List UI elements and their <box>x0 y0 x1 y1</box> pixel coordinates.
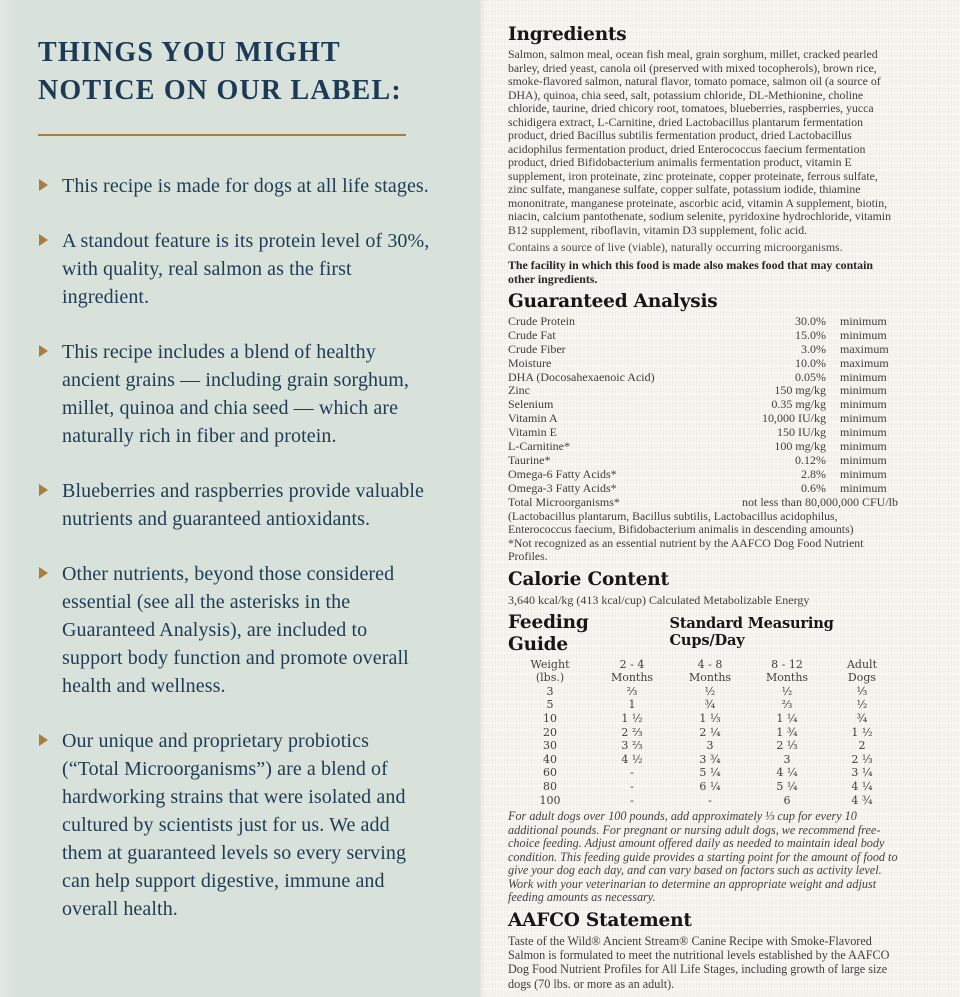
ga-total-value: not less than 80,000,000 CFU/lb <box>741 494 898 509</box>
ga-row <box>508 384 898 398</box>
fg-cell: 4 ¾ <box>851 793 873 807</box>
aafco-text: Taste of the Wild® Ancient Stream® Canine Recipe with Smoke-Flavored Salmon is formulated to meet the nutritional levels established by the AAFCO Dog Food Nutrient Profiles for All Life Stages, including growth of large size dogs (70 lbs. or more as an adult). <box>508 933 890 991</box>
fg-cell: 1 <box>628 698 636 712</box>
ga-value: 30.0% <box>795 313 826 328</box>
fg-cell: - <box>630 766 634 780</box>
fg-cell: 2 ⅔ <box>621 725 643 739</box>
fg-cell: 5 ¼ <box>776 779 798 793</box>
fg-cell: 2 <box>858 739 866 753</box>
bullet-item <box>38 172 430 200</box>
ga-nutrient: Total Microorganisms* <box>508 494 620 509</box>
aafco-heading: AAFCO Statement <box>508 909 692 931</box>
ga-qualifier: minimum <box>840 452 887 467</box>
fg-cell: ½ <box>704 684 716 698</box>
fg-cell: 1 ⅓ <box>699 711 721 725</box>
ga-nutrient: DHA (Docosahexaenoic Acid) <box>508 369 655 384</box>
fg-cell: 2 ⅓ <box>851 752 873 766</box>
fg-cell: - <box>630 793 634 807</box>
feeding-guide-heading: Feeding Guide <box>508 611 589 655</box>
fg-cell: 2 ¼ <box>699 725 721 739</box>
ga-qualifier: minimum <box>840 411 887 426</box>
guaranteed-analysis-table <box>508 315 898 510</box>
page-title-line2: NOTICE ON OUR LABEL: <box>38 75 402 106</box>
ga-nutrient: Crude Fiber <box>508 341 566 356</box>
ga-nutrient: Omega-3 Fatty Acids* <box>508 480 617 495</box>
ga-nutrient: Crude Fat <box>508 327 556 342</box>
page-title-line1: THINGS YOU MIGHT <box>38 37 341 68</box>
bullet-text: This recipe includes a blend of healthy ancient grains — including grain sorghum, millet, quinoa and chia seed — which are naturally rich in fiber and protein. <box>62 341 409 447</box>
fg-cell: ⅓ <box>856 684 868 698</box>
ga-row <box>508 468 898 482</box>
ga-row <box>508 371 898 385</box>
fg-col-header: 8 - 12 Months <box>765 657 809 685</box>
fg-cell: 60 <box>543 766 557 780</box>
ingredients-text: Salmon, salmon meal, ocean fish meal, grain sorghum, millet, cracked pearled barley, dried yeast, canola oil (preserved with mixed tocopherols), brown rice, smoke-flavored salmon, natural flavor, tomato pomace, salmon oil (a source of DHA), quinoa, chia seed, salt, potassium chloride, DL-Methionine, choline chloride, taurine, dried chicory root, tomatoes, blueberries, raspberries, yucca schidigera extract, L-Carnitine, dried Lactobacillus plantarum fermentation product, dried Bacillus subtilis fermentation product, dried Lactobacillus acidophilus fermentation product, dried Enterococcus faecium fermentation product, dried Bifidobacterium animalis fermentation product, vitamin E supplement, iron proteinate, zinc proteinate, copper proteinate, ferrous sulfate, zinc sulfate, manganese sulfate, copper sulfate, potassium iodide, thiamine mononitrate, manganese proteinate, ascorbic acid, vitamin A supplement, biotin, niacin, calcium pantothenate, sodium selenite, pyridoxine hydrochloride, vitamin B12 supplement, riboflavin, vitamin D3 supplement, folic acid. <box>508 47 891 237</box>
ga-nutrient: Zinc <box>508 383 530 398</box>
ga-footnote-aafco: *Not recognized as an essential nutrient by the AAFCO Dog Food Nutrient Profiles. <box>508 535 864 564</box>
fg-cell: 4 ½ <box>621 752 643 766</box>
calorie-content-text: 3,640 kcal/kg (413 kcal/cup) Calculated Metabolizable Energy <box>508 592 810 607</box>
ga-qualifier: maximum <box>840 355 889 370</box>
fg-cell: 40 <box>543 752 557 766</box>
fg-cell: 4 ¼ <box>851 779 873 793</box>
fg-cell: 1 ½ <box>621 711 643 725</box>
feeding-guide-header <box>508 612 898 656</box>
bullet-arrow-icon <box>39 179 48 191</box>
ga-row <box>508 482 898 496</box>
bullet-list <box>38 172 430 923</box>
ga-qualifier: minimum <box>840 480 887 495</box>
bullet-arrow-icon <box>39 345 48 357</box>
fg-col-header: 2 - 4 Months <box>610 657 654 685</box>
ingredients-heading: Ingredients <box>508 24 627 45</box>
ga-value: 0.05% <box>795 369 826 384</box>
fg-cell: 1 ¼ <box>776 711 798 725</box>
fg-cell: ⅔ <box>626 684 638 698</box>
fg-cell: 6 ¼ <box>699 779 721 793</box>
fg-cell: 1 ½ <box>851 725 873 739</box>
fg-cell: 20 <box>543 725 557 739</box>
fg-cell: 3 <box>706 739 714 753</box>
ga-value: 0.35 mg/kg <box>771 397 826 412</box>
ga-row <box>508 412 898 426</box>
ga-nutrient: Selenium <box>508 397 554 412</box>
feeding-guide-table <box>508 658 898 808</box>
fg-cell: 3 ⅔ <box>621 739 643 753</box>
ga-qualifier: minimum <box>840 313 887 328</box>
fg-cell: 6 <box>783 793 791 807</box>
ga-nutrient: Vitamin E <box>508 425 557 440</box>
ga-value: 3.0% <box>801 341 826 356</box>
contains-note: Contains a source of live (viable), naturally occurring microorganisms. <box>508 240 843 254</box>
ga-value: 0.12% <box>795 452 826 467</box>
ga-qualifier: minimum <box>840 369 887 384</box>
ga-nutrient: Omega-6 Fatty Acids* <box>508 466 617 481</box>
ga-value: 0.6% <box>801 480 826 495</box>
ga-value: 2.8% <box>801 466 826 481</box>
feeding-guide-subheading: Standard Measuring Cups/Day <box>669 614 834 649</box>
ga-row <box>508 315 898 329</box>
fg-cell: 3 <box>546 684 554 698</box>
fg-cell: 1 ¾ <box>776 725 798 739</box>
fg-cell: 3 <box>783 752 791 766</box>
ga-qualifier: minimum <box>840 425 887 440</box>
bullet-text: This recipe is made for dogs at all life stages. <box>62 175 429 197</box>
ga-row <box>508 343 898 357</box>
fg-col-header: 4 - 8 Months <box>688 657 732 685</box>
facility-note: The facility in which this food is made also makes food that may contain other ingredients. <box>508 257 873 286</box>
bullet-item <box>38 727 430 923</box>
ga-row <box>508 357 898 371</box>
ga-row <box>508 398 898 412</box>
bullet-item <box>38 477 430 533</box>
feeding-guide-note: For adult dogs over 100 pounds, add approximately ⅓ cup for every 10 additional pounds. For pregnant or nursing adult dogs, we recommend free-choice feeding. Adjust amount offered daily as needed to maintain ideal body condition. This feeding guide provides a starting point for the amount of food to give your dog each day, and can vary based on factors such as activity level. Work with your veterinarian to determine an appropriate weight and adjust feeding amounts as necessary. <box>508 809 898 905</box>
ga-qualifier: minimum <box>840 439 887 454</box>
bullet-item <box>38 560 430 700</box>
fg-cell: 30 <box>543 739 557 753</box>
fg-cell: 10 <box>543 711 557 725</box>
fg-cell: 4 ¼ <box>776 766 798 780</box>
ga-row <box>508 426 898 440</box>
bullet-arrow-icon <box>39 567 48 579</box>
fg-cell: - <box>630 779 634 793</box>
fg-cell: 100 <box>539 793 561 807</box>
ga-footnote-species: (Lactobacillus plantarum, Bacillus subtilis, Lactobacillus acidophilus, Enterococcus faecium, Bifidobacterium animalis in descending amounts) <box>508 508 854 537</box>
ga-value: 10.0% <box>795 355 826 370</box>
fg-cell: 3 ¾ <box>699 752 721 766</box>
ga-value: 15.0% <box>795 327 826 342</box>
ga-row <box>508 440 898 454</box>
fg-col-header: Adult Dogs <box>846 657 877 685</box>
bullet-item <box>38 338 430 450</box>
bullet-arrow-icon <box>39 734 48 746</box>
bullet-arrow-icon <box>39 484 48 496</box>
ga-value: 10,000 IU/kg <box>762 411 826 426</box>
bullet-text: A standout feature is its protein level of 30%, with quality, real salmon as the first ingredient. <box>62 230 430 308</box>
ga-nutrient: L-Carnitine* <box>508 439 570 454</box>
ga-total-row <box>508 496 898 510</box>
ga-qualifier: maximum <box>840 341 889 356</box>
ga-nutrient: Crude Protein <box>508 313 575 328</box>
fg-cell: 80 <box>543 779 557 793</box>
calorie-content-heading: Calorie Content <box>508 568 669 590</box>
ga-value: 150 IU/kg <box>777 425 826 440</box>
fg-cell: 5 <box>546 698 554 712</box>
fg-cell: 3 ¼ <box>851 766 873 780</box>
ga-nutrient: Moisture <box>508 355 552 370</box>
right-panel <box>480 0 960 997</box>
fg-cell: ½ <box>781 684 793 698</box>
ga-qualifier: minimum <box>840 383 887 398</box>
fg-cell: ½ <box>856 698 868 712</box>
bullet-item <box>38 227 430 311</box>
ga-qualifier: minimum <box>840 327 887 342</box>
fg-cell: ⅔ <box>781 698 793 712</box>
ga-value: 100 mg/kg <box>774 439 826 454</box>
fg-cell: ¾ <box>856 711 868 725</box>
bullet-arrow-icon <box>39 234 48 246</box>
ga-nutrient: Taurine* <box>508 452 551 467</box>
ga-qualifier: minimum <box>840 397 887 412</box>
ga-value: 150 mg/kg <box>774 383 826 398</box>
fg-cell: - <box>708 793 712 807</box>
guaranteed-analysis-heading: Guaranteed Analysis <box>508 290 718 312</box>
fg-cell: 2 ⅓ <box>776 739 798 753</box>
ga-qualifier: minimum <box>840 466 887 481</box>
bullet-text: Our unique and proprietary probiotics (“Total Microorganisms”) are a blend of hardworking strains that were isolated and cultured by scientists just for us. We add them at guaranteed levels so every serving can help support digestive, immune and overall health. <box>62 730 407 920</box>
ga-nutrient: Vitamin A <box>508 411 558 426</box>
fg-cell: ¾ <box>704 698 716 712</box>
fg-col-header: Weight (lbs.) <box>530 657 570 685</box>
bullet-text: Other nutrients, beyond those considered essential (see all the asterisks in the Guaranteed Analysis), are included to support body function and promote overall health and wellness. <box>62 563 409 697</box>
fg-cell: 5 ¼ <box>699 766 721 780</box>
ga-row <box>508 329 898 343</box>
gold-divider <box>38 134 406 136</box>
bullet-text: Blueberries and raspberries provide valuable nutrients and guaranteed antioxidants. <box>62 480 425 530</box>
ga-row <box>508 454 898 468</box>
